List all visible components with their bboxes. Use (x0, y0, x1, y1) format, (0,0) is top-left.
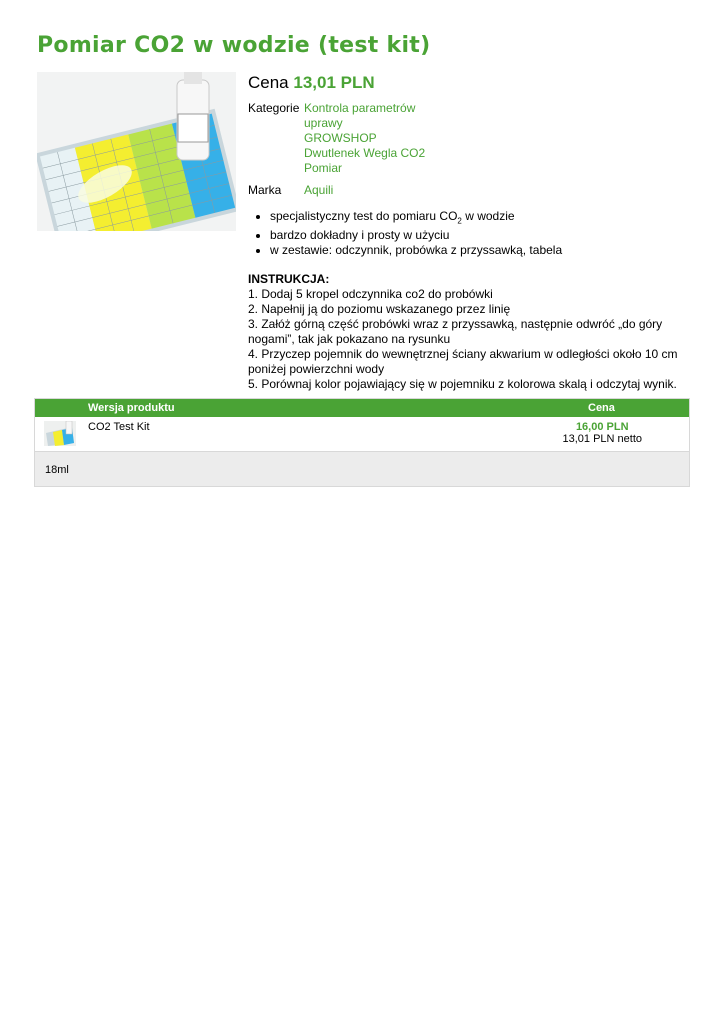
category-link[interactable]: Kontrola parametrów (304, 101, 416, 115)
instruction-step: 5. Porównaj kolor pojawiający się w pojemniku z kolorowa skalą i odczytaj wynik. (248, 377, 677, 392)
category-link[interactable]: uprawy (304, 116, 343, 130)
variant-thumbnail (44, 421, 76, 446)
version-column-header: Wersja produktu (88, 402, 175, 414)
product-info (248, 73, 688, 392)
variant-price-gross: 16,00 PLN (575, 421, 629, 433)
variant-name: CO2 Test Kit (88, 421, 150, 433)
table-row[interactable] (35, 417, 689, 452)
variant-price (562, 421, 642, 445)
instructions (248, 272, 688, 392)
categories (248, 101, 688, 176)
instruction-step: 2. Napełnij ją do poziomu wskazanego przez linię (248, 302, 511, 317)
brand (248, 183, 688, 198)
category-link[interactable]: GROWSHOP (304, 131, 377, 145)
instructions-heading: INSTRUKCJA: (248, 272, 330, 287)
feature-item: • specjalistyczny test do pomiaru $CO_2$ w wodzie (270, 209, 688, 228)
variant-size: 18ml (45, 464, 69, 476)
category-link[interactable]: Dwutlenek Wegla CO2 (304, 146, 426, 160)
instruction-step: 4. Przyczep pojemnik do wewnętrznej ściany akwarium w odległości około 10 cm poniżej powierzchni wody (248, 347, 678, 377)
feature-item: • bardzo dokładny i prosty w użyciu (270, 228, 688, 243)
price-column-header: Cena (588, 402, 615, 414)
instruction-step: 1. Dodaj 5 kropel odczynnika co2 do probówki (248, 287, 493, 302)
price-label: Cena (248, 73, 289, 92)
brand-link[interactable]: Aquili (304, 183, 334, 197)
feature-list (248, 209, 688, 258)
category-label: Kategorie (248, 101, 300, 115)
product-title: Pomiar CO2 w wodzie (test kit) (37, 33, 431, 58)
table-footer (35, 452, 689, 486)
category-link[interactable]: Pomiar (304, 161, 343, 175)
price-line (248, 73, 688, 93)
price-value: 13,01 PLN (293, 73, 375, 92)
variants-table (34, 398, 690, 487)
variant-price-net: 13,01 PLN netto (562, 433, 642, 445)
product-photo (37, 72, 236, 231)
feature-item: • w zestawie: odczynnik, probówka z przyssawką, tabela (270, 243, 688, 258)
table-header (35, 399, 689, 417)
brand-label: Marka (248, 183, 282, 197)
instruction-step: 3. Załóż górną część probówki wraz z przyssawką, następnie odwróć „do góry nogami”, tak jak pokazano na rysunku (248, 317, 663, 347)
